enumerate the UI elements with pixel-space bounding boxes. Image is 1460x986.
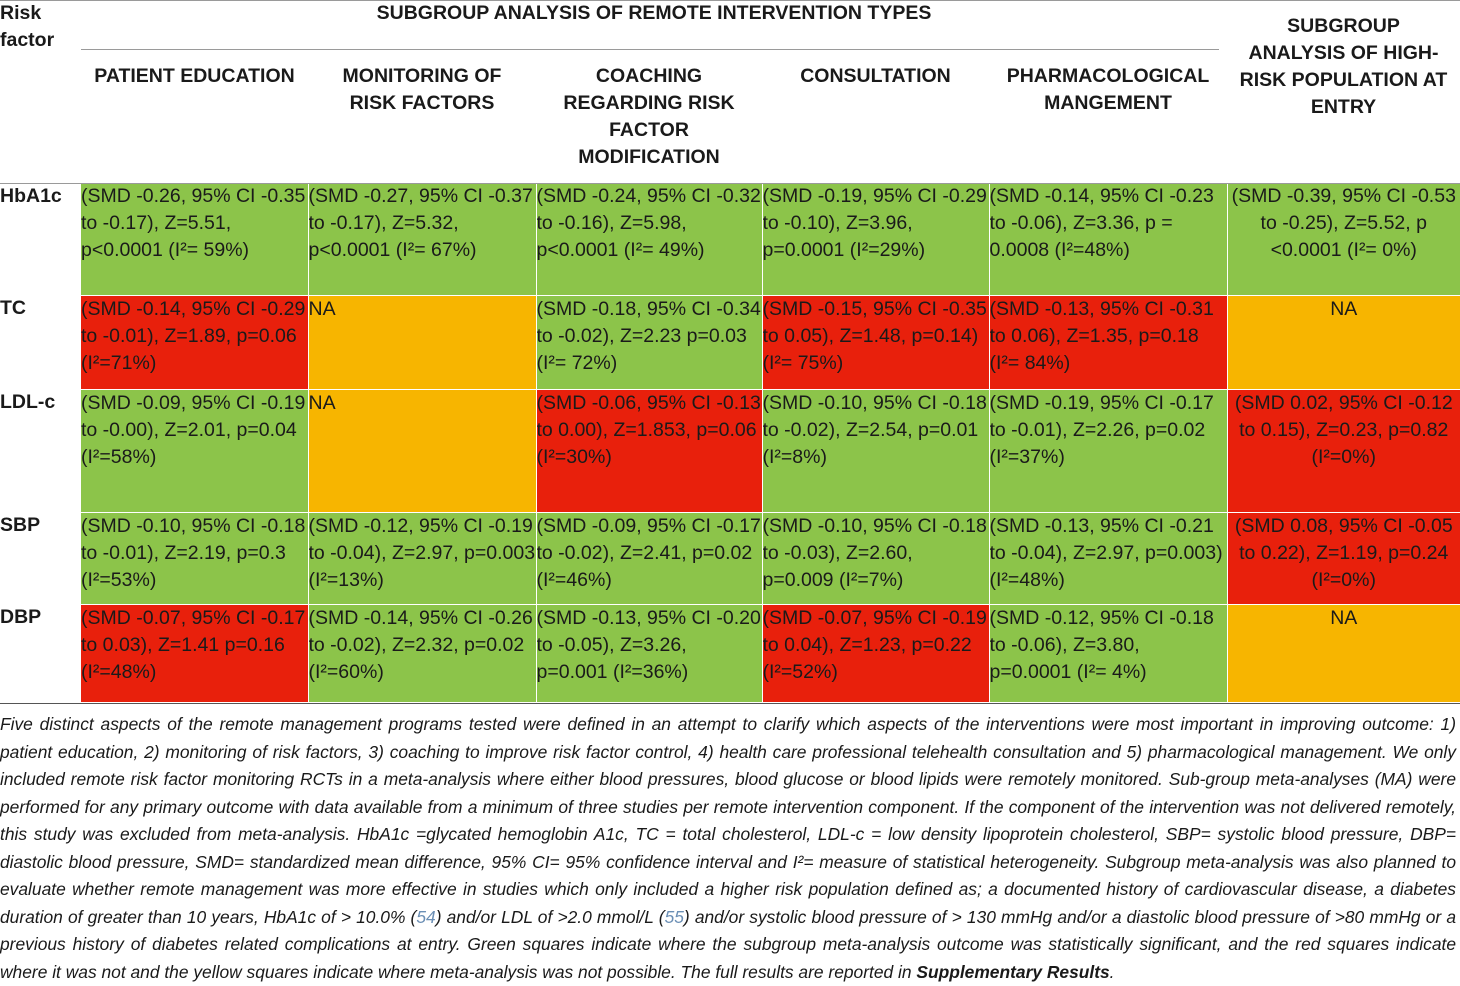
column-header-consultation: CONSULTATION [762,37,989,183]
result-cell-hba1c-2 [536,183,762,295]
result-text: (SMD -0.06, 95% CI -0.13 to 0.00), Z=1.853, p=0.06 (I²=30%) [537,390,762,471]
row-dbp [0,604,1460,702]
group-underline [81,49,1219,50]
result-text: (SMD -0.27, 95% CI -0.37 to -0.17), Z=5.32, p<0.0001 (I²= 67%) [309,183,536,264]
column-header-coaching: COACHING REGARDING RISK FACTOR MODIFICATION [536,37,762,183]
result-cell-hba1c-5 [1227,183,1460,295]
result-text: (SMD -0.12, 95% CI -0.19 to -0.04), Z=2.97, p=0.003 (I²=13%) [309,513,536,594]
result-text: (SMD -0.07, 95% CI -0.17 to 0.03), Z=1.41 p=0.16 (I²=48%) [81,605,308,686]
result-cell-sbp-3 [762,512,989,604]
result-cell-tc-4 [989,295,1227,389]
row-label: DBP [0,604,81,702]
table-footnote: Five distinct aspects of the remote management programs tested were defined in an attempt to clarify which aspects of the interventions were most important in improving outcome: 1) patient education, 2) monitoring of risk factors, 3) coaching to improve risk factor control, 4) health care professional telehealth consultation and 5) pharmacological management. We only included remote risk factor monitoring RCTs in a meta-analysis where either blood pressures, blood glucose or blood lipids were remotely monitored. Sub-group meta-analyses (MA) were performed for any primary outcome with data available from a minimum of three studies per remote intervention component. If the component of the intervention was not delivered remotely, this study was excluded from meta-analysis. HbA1c =glycated hemoglobin A1c, TC = total cholesterol, LDL-c = low density lipoprotein cholesterol, SBP= systolic blood pressure, DBP= diastolic blood pressure, SMD= standardized mean difference, 95% CI= 95% confidence interval and I²= measure of statistical heterogeneity. Subgroup meta-analysis was also planned to evaluate whether remote management was more effective in studies which only included a higher risk population defined as; a documented history of cardiovascular disease, a diabetes duration of greater than 10 years, HbA1c of > 10.0% (54) and/or LDL of >2.0 mmol/L (55) and/or systolic blood pressure of > 130 mmHg and/or a diastolic blood pressure of >80 mmHg or a previous history of diabetes related complications at entry. Green squares indicate where the subgroup meta-analysis outcome was statistically significant, and the red squares indicate where it was not and the yellow squares indicate where meta-analysis was not possible. The full results are reported in Supplementary Results. [0,711,1456,986]
result-text: (SMD -0.09, 95% CI -0.17 to -0.02), Z=2.41, p=0.02 (I²=46%) [537,513,762,594]
result-text: (SMD -0.26, 95% CI -0.35 to -0.17), Z=5.51, p<0.0001 (I²= 59%) [81,183,308,264]
result-text: NA [309,390,536,417]
result-cell-dbp-5 [1227,604,1460,702]
result-text: (SMD -0.18, 95% CI -0.34 to -0.02), Z=2.23 p=0.03 (I²= 72%) [537,296,762,377]
result-cell-ldl-c-3 [762,389,989,512]
result-text: (SMD -0.14, 95% CI -0.29 to -0.01), Z=1.89, p=0.06 (I²=71%) [81,296,308,377]
row-hba1c [0,183,1460,295]
result-cell-tc-1 [308,295,536,389]
result-text: (SMD -0.15, 95% CI -0.35 to 0.05), Z=1.48, p=0.14) (I²= 75%) [763,296,989,377]
result-text: (SMD -0.14, 95% CI -0.26 to -0.02), Z=2.32, p=0.02 (I²=60%) [309,605,536,686]
result-cell-ldl-c-0 [81,389,308,512]
result-text: (SMD -0.10, 95% CI -0.18 to -0.01), Z=2.19, p=0.3 (I²=53%) [81,513,308,594]
result-cell-dbp-3 [762,604,989,702]
result-text: (SMD -0.13, 95% CI -0.21 to -0.04), Z=2.97, p=0.003) (I²=48%) [990,513,1227,594]
header-divider [0,183,1460,184]
result-cell-dbp-0 [81,604,308,702]
row-label: SBP [0,512,81,604]
result-text: NA [1228,605,1460,632]
result-cell-hba1c-4 [989,183,1227,295]
result-text: (SMD -0.19, 95% CI -0.29 to -0.10), Z=3.96, p=0.0001 (I²=29%) [763,183,989,264]
result-cell-ldl-c-5 [1227,389,1460,512]
result-text: (SMD -0.12, 95% CI -0.18 to -0.06), Z=3.80, p=0.0001 (I²= 4%) [990,605,1227,686]
supplementary-results-link[interactable]: Supplementary Results [916,962,1109,982]
result-text: NA [1228,296,1460,323]
high-risk-group-header: SUBGROUP ANALYSIS OF HIGH-RISK POPULATION AT ENTRY [1227,0,1460,183]
risk-factor-header: Risk factor [0,0,81,183]
result-cell-sbp-5 [1227,512,1460,604]
row-label: LDL-c [0,389,81,512]
result-text: (SMD -0.13, 95% CI -0.31 to 0.06), Z=1.35, p=0.18 (I²= 84%) [990,296,1227,377]
column-header-pharmacological: PHARMACOLOGICAL MANGEMENT [989,37,1227,183]
result-cell-tc-0 [81,295,308,389]
column-header-monitoring: MONITORING OF RISK FACTORS [308,37,536,183]
table-bottom-border [0,703,1460,704]
result-text: (SMD -0.10, 95% CI -0.18 to -0.02), Z=2.54, p=0.01 (I²=8%) [763,390,989,471]
result-cell-sbp-1 [308,512,536,604]
result-text: (SMD -0.39, 95% CI -0.53 to -0.25), Z=5.52, p <0.0001 (I²= 0%) [1228,183,1460,264]
result-cell-tc-3 [762,295,989,389]
top-border [0,0,1460,1]
result-cell-dbp-2 [536,604,762,702]
row-tc [0,295,1460,389]
result-cell-hba1c-3 [762,183,989,295]
result-text: (SMD -0.19, 95% CI -0.17 to -0.01), Z=2.26, p=0.02 (I²=37%) [990,390,1227,471]
result-text: (SMD 0.02, 95% CI -0.12 to 0.15), Z=0.23, p=0.82 (I²=0%) [1228,390,1460,471]
result-cell-sbp-4 [989,512,1227,604]
result-text: (SMD 0.08, 95% CI -0.05 to 0.22), Z=1.19, p=0.24 (I²=0%) [1228,513,1460,594]
result-cell-dbp-1 [308,604,536,702]
result-text: (SMD -0.14, 95% CI -0.23 to -0.06), Z=3.36, p = 0.0008 (I²=48%) [990,183,1227,264]
reference-link-54[interactable]: 54 [416,907,435,927]
result-text: (SMD -0.13, 95% CI -0.20 to -0.05), Z=3.26, p=0.001 (I²=36%) [537,605,762,686]
result-cell-hba1c-0 [81,183,308,295]
result-cell-ldl-c-4 [989,389,1227,512]
result-cell-tc-2 [536,295,762,389]
remote-intervention-group-header: SUBGROUP ANALYSIS OF REMOTE INTERVENTION TYPES [81,0,1227,37]
reference-link-55[interactable]: 55 [665,907,684,927]
result-cell-sbp-0 [81,512,308,604]
result-cell-dbp-4 [989,604,1227,702]
column-header-patient-education: PATIENT EDUCATION [81,37,308,183]
result-text: (SMD -0.10, 95% CI -0.18 to -0.03), Z=2.60, p=0.009 (I²=7%) [763,513,989,594]
row-label: HbA1c [0,183,81,295]
result-cell-sbp-2 [536,512,762,604]
row-ldl-c [0,389,1460,512]
result-cell-ldl-c-1 [308,389,536,512]
result-text: (SMD -0.09, 95% CI -0.19 to -0.00), Z=2.01, p=0.04 (I²=58%) [81,390,308,471]
result-cell-ldl-c-2 [536,389,762,512]
row-sbp [0,512,1460,604]
result-cell-hba1c-1 [308,183,536,295]
result-text: (SMD -0.07, 95% CI -0.19 to 0.04), Z=1.23, p=0.22 (I²=52%) [763,605,989,686]
row-label: TC [0,295,81,389]
result-text: (SMD -0.24, 95% CI -0.32 to -0.16), Z=5.98, p<0.0001 (I²= 49%) [537,183,762,264]
result-text: NA [309,296,536,323]
result-cell-tc-5 [1227,295,1460,389]
